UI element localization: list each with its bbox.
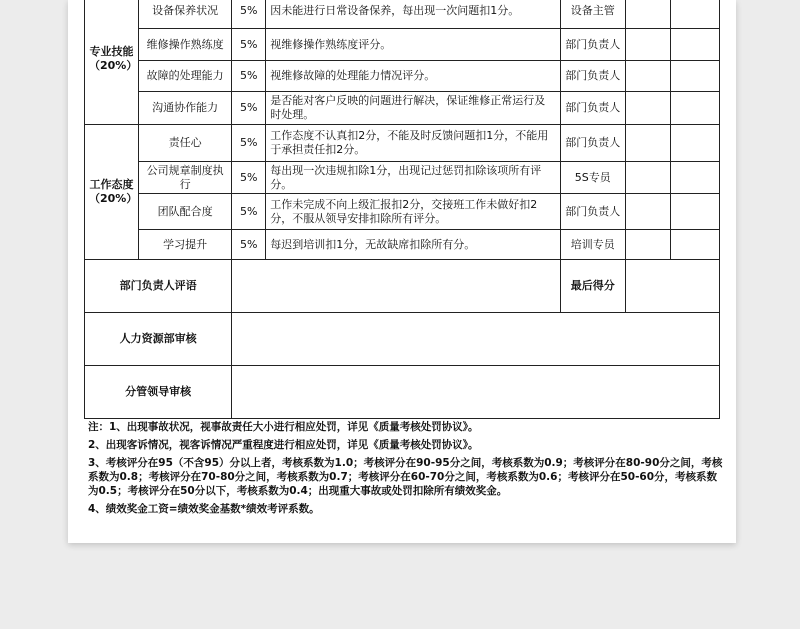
score-cell[interactable] <box>670 0 719 29</box>
table-row <box>85 61 720 92</box>
hr-review-field[interactable] <box>232 313 720 366</box>
score-cell[interactable] <box>625 194 670 230</box>
score-cell[interactable] <box>625 125 670 162</box>
item-weight: 5% <box>232 194 266 230</box>
score-cell[interactable] <box>670 92 719 125</box>
evaluation-table <box>84 0 720 419</box>
table-row <box>85 313 720 366</box>
score-cell[interactable] <box>670 162 719 194</box>
score-cell[interactable] <box>625 92 670 125</box>
table-row <box>85 0 720 29</box>
score-cell[interactable] <box>670 125 719 162</box>
item-weight: 5% <box>232 162 266 194</box>
item-name: 公司规章制度执行 <box>139 162 232 194</box>
item-weight: 5% <box>232 29 266 61</box>
category-label: 工作态度 <box>89 178 134 191</box>
category-cell <box>85 0 139 125</box>
item-name: 设备保养状况 <box>139 0 232 29</box>
item-assessor: 部门负责人 <box>560 194 625 230</box>
score-cell[interactable] <box>625 230 670 260</box>
score-cell[interactable] <box>670 29 719 61</box>
score-cell[interactable] <box>670 194 719 230</box>
item-weight: 5% <box>232 230 266 260</box>
note-item: 3、考核评分在95（不含95）分以上者，考核系数为1.0；考核评分在90-95分之间，考核系数为0.9；考核评分在80-90分之间，考核系数为0.8；考核评分在70-80分之间，考核系数为0.7；考核评分在60-70分之间，考核系数为0.6；考核评分在50-60分，考核系数为0.5；考核评分在50分以下，考核系数为0.4；出现重大事故或处罚扣除所有绩效奖金。 <box>88 457 723 497</box>
table-row <box>85 230 720 260</box>
table-row <box>85 194 720 230</box>
item-rule: 因未能进行日常设备保养，每出现一次问题扣1分。 <box>266 0 560 29</box>
notes-section <box>88 420 724 520</box>
note-item: 注：1、出现事故状况，视事故责任大小进行相应处罚，详见《质量考核处罚协议》。 <box>88 421 479 433</box>
category-weight: （20%） <box>89 58 138 72</box>
table-row <box>85 162 720 194</box>
score-cell[interactable] <box>625 61 670 92</box>
dept-comment-field[interactable] <box>232 260 561 313</box>
note-item: 2、出现客诉情况，视客诉情况严重程度进行相应处罚，详见《质量考核处罚协议》。 <box>88 439 479 451</box>
score-cell[interactable] <box>625 0 670 29</box>
hr-review-label: 人力资源部审核 <box>85 313 232 366</box>
item-rule: 视维修操作熟练度评分。 <box>266 29 560 61</box>
item-name: 学习提升 <box>139 230 232 260</box>
final-score-label: 最后得分 <box>560 260 625 313</box>
score-cell[interactable] <box>625 29 670 61</box>
table-row <box>85 260 720 313</box>
document-sheet <box>68 0 736 543</box>
item-assessor: 5S专员 <box>560 162 625 194</box>
item-weight: 5% <box>232 0 266 29</box>
score-cell[interactable] <box>670 230 719 260</box>
item-assessor: 部门负责人 <box>560 125 625 162</box>
category-label: 专业技能 <box>89 44 134 58</box>
leader-review-label: 分管领导审核 <box>85 366 232 419</box>
item-name: 故障的处理能力 <box>139 61 232 92</box>
item-name: 沟通协作能力 <box>139 92 232 125</box>
table-row <box>85 125 720 162</box>
item-name: 维修操作熟练度 <box>139 29 232 61</box>
dept-comment-label: 部门负责人评语 <box>85 260 232 313</box>
final-score-field[interactable] <box>625 260 719 313</box>
item-name: 责任心 <box>139 125 232 162</box>
item-weight: 5% <box>232 61 266 92</box>
item-assessor: 设备主管 <box>560 0 625 29</box>
item-assessor: 部门负责人 <box>560 61 625 92</box>
item-weight: 5% <box>232 92 266 125</box>
item-assessor: 部门负责人 <box>560 92 625 125</box>
table-row <box>85 366 720 419</box>
item-rule: 是否能对客户反映的问题进行解决，保证维修正常运行及时处理。 <box>266 92 560 125</box>
item-rule: 每迟到培训扣1分，无故缺席扣除所有分。 <box>266 230 560 260</box>
item-rule: 工作态度不认真扣2分，不能及时反馈问题扣1分，不能用于承担责任扣2分。 <box>266 125 560 162</box>
item-rule: 每出现一次违规扣除1分，出现记过惩罚扣除该项所有评分。 <box>266 162 560 194</box>
item-weight: 5% <box>232 125 266 162</box>
item-rule: 视维修故障的处理能力情况评分。 <box>266 61 560 92</box>
score-cell[interactable] <box>625 162 670 194</box>
table-row <box>85 29 720 61</box>
item-name: 团队配合度 <box>139 194 232 230</box>
score-cell[interactable] <box>670 61 719 92</box>
leader-review-field[interactable] <box>232 366 720 419</box>
item-rule: 工作未完成不向上级汇报扣2分，交接班工作未做好扣2分，不服从领导安排扣除所有评分。 <box>266 194 560 230</box>
note-item: 4、绩效奖金工资=绩效奖金基数*绩效考评系数。 <box>88 503 320 515</box>
item-assessor: 部门负责人 <box>560 29 625 61</box>
table-row <box>85 92 720 125</box>
category-weight: （20%） <box>89 192 138 205</box>
category-cell <box>85 125 139 260</box>
item-assessor: 培训专员 <box>560 230 625 260</box>
